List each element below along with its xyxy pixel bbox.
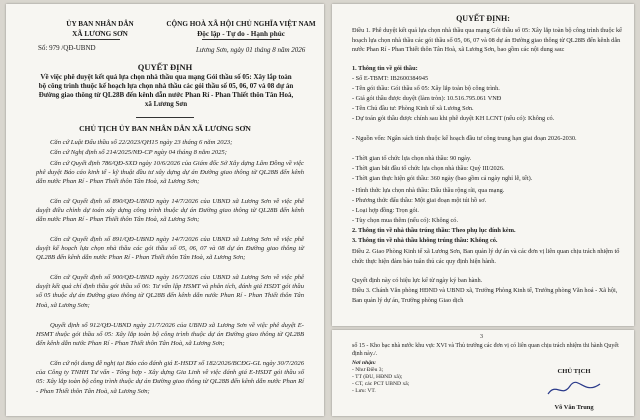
signature-mark (544, 378, 604, 400)
document-page-3 (332, 330, 634, 416)
funding-source: - Nguồn vốn: Ngân sách tỉnh thuộc kế hoạch đầu tư công trung hạn giai đoạn 2026-2030. (352, 135, 577, 142)
document-page-2 (332, 4, 634, 326)
selection-start: - Thời gian bắt đầu tổ chức lựa chọn nhà thầu: Quý III/2026. (352, 165, 505, 172)
issuing-authority: CHỦ TỊCH ỦY BAN NHÂN DÂN XÃ LƯƠNG SƠN (79, 124, 251, 133)
winning-contractor: 2. Thông tin về nhà thầu trúng thầu: Theo phụ lục đính kèm. (352, 227, 516, 234)
issuing-org-line2: XÃ LƯƠNG SƠN (72, 30, 128, 38)
bid-notice-number: - Số E-TBMT: IB2600384945 (352, 75, 429, 82)
signer-title: CHỦ TỊCH (557, 368, 591, 375)
article-2: Điều 2. Giao Phòng Kinh tế xã Lương Sơn, Ban quản lý dự án và các đơn vị liên quan chịu trách nhiệm tổ chức thực hiện đảm bảo tuân thủ các quy định hiện hành. (352, 248, 620, 265)
legal-basis-8: Căn cứ nội dung đề nghị tại Báo cáo đánh giá E-HSDT số 182/2026/BCĐG-GL ngày 30/7/2026 của Công ty TNHH Tư vấn - Tổng hợp - Xây dựng Gia Linh về việc đánh giá E-HSDT gói thầu số 05: Xây lắp toàn bộ công trình thuộc dự án Đường giao thông từ QL28B đến kênh dẫn nước Phan Rí - Phan Thiết thôn Tân Hoà, xã Lương Sơn; (36, 360, 304, 395)
legal-basis-7: Quyết định số 912/QĐ-UBND ngày 21/7/2026 của UBND xã Lương Sơn về việc phê duyệt E-HSMT thuộc gói thầu số 05: Xây lắp toàn bộ công trình thuộc dự án Đường giao thông từ QL28B đến kênh dẫn nước Phan Rí - Phan Thiết thôn Tân Hoà, xã Lương Sơn; (36, 322, 304, 348)
recipient-item: - Như Điều 3; (352, 367, 384, 373)
investor-name: - Tên Chủ đầu tư: Phòng Kinh tế xã Lương Sơn. (352, 105, 474, 112)
decision-heading: QUYẾT ĐỊNH: (456, 14, 510, 23)
effective-clause: Quyết định này có hiệu lực kể từ ngày ký ban hành. (352, 277, 483, 284)
legal-basis-5: Căn cứ Quyết định số 891/QĐ-UBND ngày 14/7/2026 của UBND xã Lương Sơn về việc phê duyệt kế hoạch lựa chọn nhà thầu các gói thầu số 05, 06, 07 và 08 dự án Đường giao thông từ QL28B đến kênh dẫn nước Phan Rí - Phan Thiết thôn Tân Hoà, xã Lương Sơn; (36, 236, 304, 262)
legal-basis-4: Căn cứ Quyết định số 890/QĐ-UBND ngày 14/7/2026 của UBND xã Lương Sơn về việc phê duyệt điều chỉnh dự toán xây dựng công trình thuộc dự án Đường giao thông từ QL28B đến kênh dẫn nước Phan Rí - Phan Thiết thôn Tân Hoà, xã Lương Sơn; (36, 198, 304, 224)
section-bid-info: 1. Thông tin về gói thầu: (352, 65, 418, 72)
selection-form: - Hình thức lựa chọn nhà thầu: Đấu thầu rộng rãi, qua mạng. (352, 187, 505, 194)
article-3-continued: số 15 - Kho bạc nhà nước khu vực XVI và Thủ trưởng các đơn vị có liên quan chịu trách nhiệm thi hành Quyết định này./. (352, 343, 619, 357)
bid-package-price: - Giá gói thầu được duyệt (làm tròn): 10.516.795.061 VNĐ (352, 95, 502, 102)
selection-duration: - Thời gian tổ chức lựa chọn nhà thầu: 90 ngày. (352, 155, 472, 162)
bid-package-name: - Tên gói thầu: Gói thầu số 05: Xây lắp toàn bộ công trình. (352, 85, 500, 92)
losing-contractor: 3. Thông tin về nhà thầu không trúng thầu: Không có. (352, 237, 498, 244)
recipients-block (352, 360, 492, 395)
recipient-item: - CT, các PCT UBND xã; (352, 381, 410, 387)
legal-basis-2: Căn cứ Nghị định số 214/2025/NĐ-CP ngày 04 tháng 8 năm 2025; (50, 149, 227, 156)
recipient-item: - Lưu: VT. (352, 388, 376, 394)
bidding-method: - Phương thức đấu thầu: Một giai đoạn một túi hồ sơ. (352, 197, 487, 204)
signer-name: Võ Văn Trung (554, 404, 594, 411)
article-1: Điều 1. Phê duyệt kết quả lựa chọn nhà thầu qua mạng Gói thầu số 05: Xây lắp toàn bộ công trình thuộc kế hoạch lựa chọn nhà thầu các gói thầu số 05, 06, 07 và 08 dự án Đường giao thông từ QL28B đến kênh dẫn nước Phan Rí - Phan Thiết thôn Tân Hoà, xã Lương Sơn, bao gồm các nội dung sau: (352, 27, 622, 54)
recipient-item: - TT (ĐU, HĐND xã); (352, 374, 403, 380)
contract-type: - Loại hợp đồng: Trọn gói. (352, 207, 420, 214)
divider (202, 39, 280, 40)
document-number: Số: 979 /QĐ-UBND (38, 44, 96, 52)
document-page-1 (6, 4, 324, 416)
page-number: 3 (480, 334, 483, 340)
national-title: CỘNG HOÀ XÃ HỘI CHỦ NGHĨA VIỆT NAM (166, 20, 316, 28)
execution-duration: - Thời gian thực hiện gói thầu: 360 ngày (bao gồm cả ngày nghỉ lễ, tết). (352, 175, 533, 182)
article-3: Điều 3. Chánh Văn phòng HĐND và UBND xã, Trưởng Phòng Kinh tế, Trưởng phòng Văn hoá - Xã hội, Ban quản lý dự án, Trưởng phòng Giao dịch (352, 287, 618, 304)
issuing-org-line1: ỦY BAN NHÂN DÂN (66, 20, 134, 28)
adjusted-estimate: - Dự toán gói thầu được chính sau khi phê duyệt KH LCNT (nếu có): Không có. (352, 115, 555, 122)
recipients-title: Nơi nhận: (352, 360, 376, 366)
legal-basis-6: Căn cứ Quyết định số 900/QĐ-UBND ngày 16/7/2026 của UBND xã Lương Sơn về việc phê duyệt kết quả chỉ định thầu gói thầu số 06: Tư vấn lập HSMT và phân tích, đánh giá HSDT gói thầu số 05 thuộc dự án Đường giao thông từ QL28B đến kênh dẫn nước Phan Rí - Phan Thiết thôn Tân Hoà, xã Lương Sơn; (36, 274, 304, 309)
purchase-option: - Tùy chọn mua thêm (nếu có): Không có. (352, 217, 459, 224)
decision-subject: Về việc phê duyệt kết quả lựa chọn nhà thầu qua mạng Gói thầu số 05: Xây lắp toàn bộ công trình thuộc kế hoạch lựa chọn nhà thầu các gói thầu số 05, 06, 07 và 08 dự án Đường giao thông từ QL28B đến kênh dẫn nước Phan Rí - Phan Thiết thôn Tân Hoà, xã Lương Sơn (38, 73, 294, 108)
divider (136, 117, 194, 118)
legal-basis-3: Căn cứ Quyết định 786/QĐ-SXD ngày 10/6/2026 của Giám đốc Sở Xây dựng Lâm Đồng về việc phê duyệt Báo cáo kinh tế - kỹ thuật đầu tư xây dựng dự án Đường giao thông từ QL28B đến kênh dẫn nước Phan Rí - Phan Thiết thôn Tân Hoà, xã Lương Sơn; (36, 160, 304, 186)
national-motto: Độc lập - Tự do - Hạnh phúc (197, 30, 285, 38)
decision-title: QUYẾT ĐỊNH (137, 62, 193, 72)
legal-basis-1: Căn cứ Luật Đấu thầu số 22/2023/QH15 ngày 23 tháng 6 năm 2023; (50, 139, 233, 146)
place-date: Lương Sơn, ngày 01 tháng 8 năm 2026 (196, 46, 306, 54)
divider (80, 39, 120, 40)
